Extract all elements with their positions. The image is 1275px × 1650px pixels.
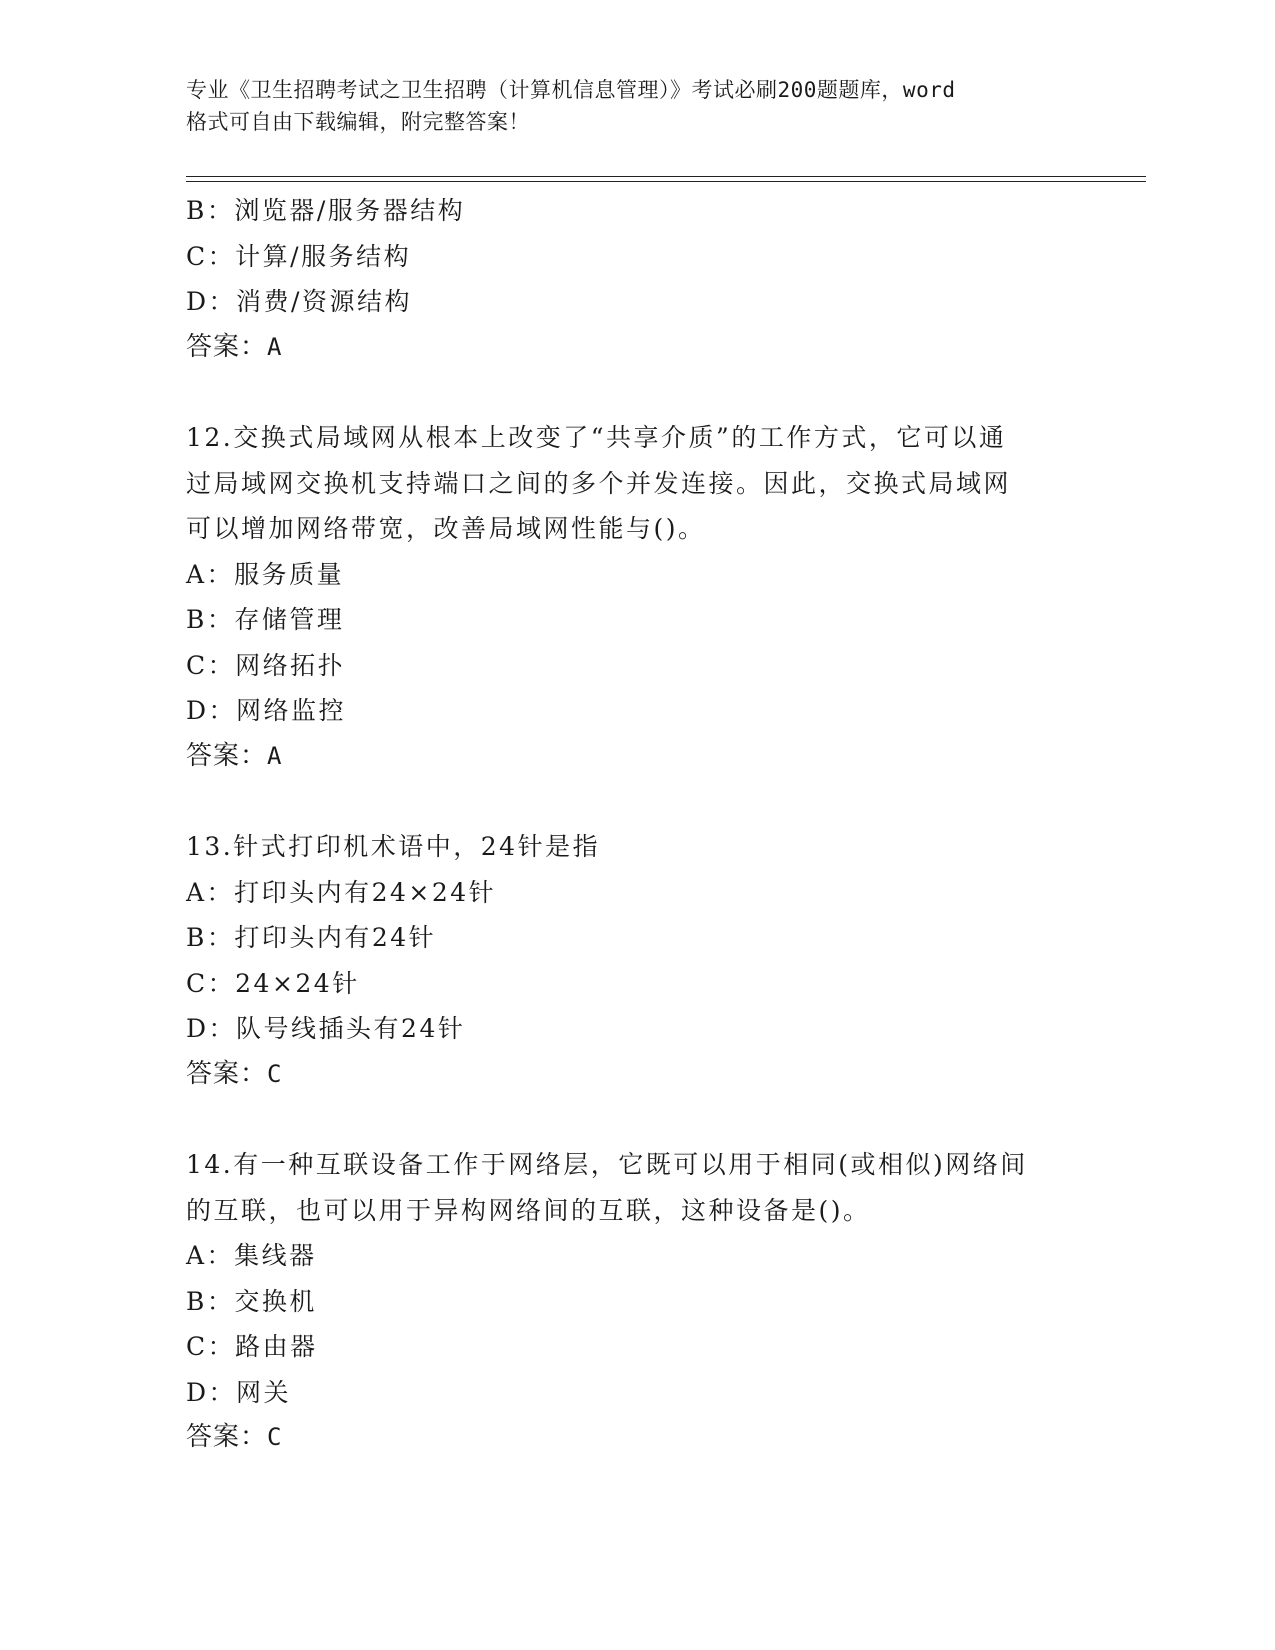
- option-c: C：计算/服务结构: [186, 241, 412, 271]
- option-d: D：消费/资源结构: [186, 287, 412, 316]
- option-d: D：网关: [186, 1377, 292, 1407]
- option-b: B：存储管理: [186, 605, 345, 634]
- option-d: D：队号线插头有24针: [186, 1014, 466, 1043]
- header-line-2: 格式可自由下载编辑，附完整答案！: [186, 110, 530, 134]
- answer-line: 答案：C: [186, 1058, 283, 1089]
- question-text: 14.有一种互联设备工作于网络层，它既可以用于相同(或相似)网络间 的互联，也可以用于异构网络间的互联，这种设备是()。: [186, 1150, 1028, 1225]
- document-header: [186, 74, 1086, 138]
- question-text: 13.针式打印机术语中，24针是指: [186, 832, 601, 861]
- option-c: C：24×24针: [186, 968, 360, 998]
- option-b: B：打印头内有24针: [186, 923, 437, 952]
- question-block-partial: [186, 188, 1086, 370]
- answer-value: C: [267, 1059, 283, 1088]
- option-a: A：服务质量: [186, 559, 345, 589]
- option-a: A：打印头内有24×24针: [186, 877, 497, 907]
- answer-line: 答案：A: [186, 331, 283, 362]
- answer-value: A: [267, 332, 283, 361]
- question-block-14: [186, 1142, 1086, 1461]
- question-text: 12.交换式局域网从根本上改变了“共享介质”的工作方式，它可以通 过局域网交换机支持端口之间的多个并发连接。因此，交换式局域网 可以增加网络带宽，改善局域网性能与()。: [186, 423, 1012, 543]
- option-a: A：集线器: [186, 1241, 317, 1270]
- header-divider-top: [186, 176, 1146, 177]
- option-c: C：网络拓扑: [186, 650, 346, 680]
- question-block-12: [186, 415, 1086, 779]
- option-d: D：网络监控: [186, 696, 347, 725]
- header-divider-bottom: [186, 181, 1146, 182]
- header-line-1: 专业《卫生招聘考试之卫生招聘（计算机信息管理）》考试必刷200题题库，word: [186, 78, 956, 102]
- answer-line: 答案：A: [186, 740, 283, 771]
- option-b: B：交换机: [186, 1286, 317, 1316]
- option-c: C：路由器: [186, 1332, 318, 1361]
- option-b: B：浏览器/服务器结构: [186, 196, 466, 225]
- answer-line: 答案：C: [186, 1422, 283, 1452]
- question-list: [186, 188, 1086, 1461]
- question-block-13: [186, 824, 1086, 1097]
- answer-value: C: [267, 1423, 283, 1451]
- answer-value: A: [267, 741, 283, 770]
